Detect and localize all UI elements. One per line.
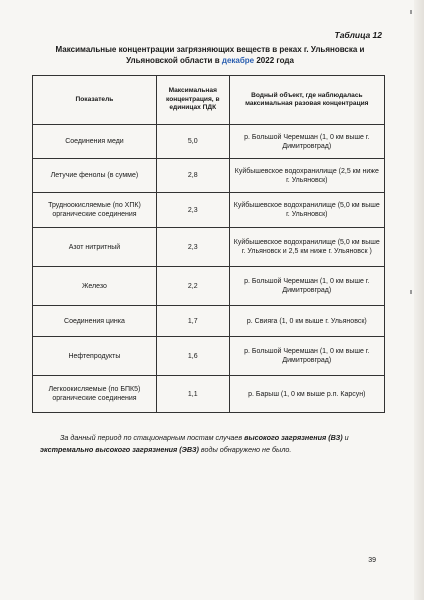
cell-value: 1,6 xyxy=(156,337,229,376)
cell-value: 1,1 xyxy=(156,376,229,413)
page-edge xyxy=(414,0,424,600)
pollutants-table xyxy=(32,75,385,413)
table-row xyxy=(33,306,385,337)
cell-water-body: р. Большой Черемшан (1, 0 км выше г. Димитровград) xyxy=(229,125,384,159)
table-row xyxy=(33,125,385,159)
cell-value: 2,8 xyxy=(156,159,229,193)
cell-value: 1,7 xyxy=(156,306,229,337)
note-part-1: За данный период по стационарным постам случаев xyxy=(60,433,243,442)
table-header-row xyxy=(33,76,385,125)
title-prefix: Ульяновской области в xyxy=(126,56,220,65)
table-row xyxy=(33,193,385,228)
cell-water-body: р. Большой Черемшан (1, 0 км выше г. Димитровград) xyxy=(229,267,384,306)
table-row xyxy=(33,267,385,306)
title-month: декабре xyxy=(221,56,255,65)
note-bold-2: экстремально высокого загрязнения (ЭВЗ) xyxy=(40,445,199,454)
table-row xyxy=(33,337,385,376)
cell-indicator: Нефтепродукты xyxy=(33,337,157,376)
cell-indicator: Железо xyxy=(33,267,157,306)
header-concentration: Максимальная концентрация, в единицах ПДК xyxy=(156,76,229,125)
cell-indicator: Соединения цинка xyxy=(33,306,157,337)
cell-indicator: Летучие фенолы (в сумме) xyxy=(33,159,157,193)
header-indicator: Показатель xyxy=(33,76,157,125)
cell-indicator: Азот нитритный xyxy=(33,228,157,267)
title-suffix: 2022 года xyxy=(256,56,294,65)
cell-water-body: Куйбышевское водохранилище (2,5 км ниже г. Ульяновск) xyxy=(229,159,384,193)
title-line-2 xyxy=(40,55,380,66)
cell-water-body: Куйбышевское водохранилище (5,0 км выше г. Ульяновск) xyxy=(229,193,384,228)
note-part-3: воды обнаружено не было. xyxy=(200,445,292,454)
cell-indicator: Трудноокисляемые (по ХПК) органические соединения xyxy=(33,193,157,228)
table-label: Таблица 12 xyxy=(334,30,382,40)
table-row xyxy=(33,159,385,193)
cell-water-body: р. Барыш (1, 0 км выше р.п. Карсун) xyxy=(229,376,384,413)
cell-water-body: Куйбышевское водохранилище (5,0 км выше г. Ульяновск и 2,5 км ниже г. Ульяновск ) xyxy=(229,228,384,267)
title-line-1: Максимальные концентрации загрязняющих веществ в реках г. Ульяновска и xyxy=(55,45,365,54)
note-part-2: и xyxy=(344,433,349,442)
cell-indicator: Легкоокисляемые (по БПК5) органические соединения xyxy=(33,376,157,413)
cell-value: 5,0 xyxy=(156,125,229,159)
cell-water-body: р. Большой Черемшан (1, 0 км выше г. Димитровград) xyxy=(229,337,384,376)
page-number: 39 xyxy=(368,557,376,564)
footnote-text xyxy=(40,432,390,456)
cell-value: 2,3 xyxy=(156,193,229,228)
table-title xyxy=(40,44,380,66)
cell-value: 2,3 xyxy=(156,228,229,267)
header-water-body: Водный объект, где наблюдалась максимальная разовая концентрация xyxy=(229,76,384,125)
cell-value: 2,2 xyxy=(156,267,229,306)
note-bold-1: высокого загрязнения (ВЗ) xyxy=(244,433,343,442)
table-row xyxy=(33,228,385,267)
table-row xyxy=(33,376,385,413)
cell-indicator: Соединения меди xyxy=(33,125,157,159)
scan-mark xyxy=(410,10,412,14)
scan-mark xyxy=(410,290,412,294)
cell-water-body: р. Свияга (1, 0 км выше г. Ульяновск) xyxy=(229,306,384,337)
